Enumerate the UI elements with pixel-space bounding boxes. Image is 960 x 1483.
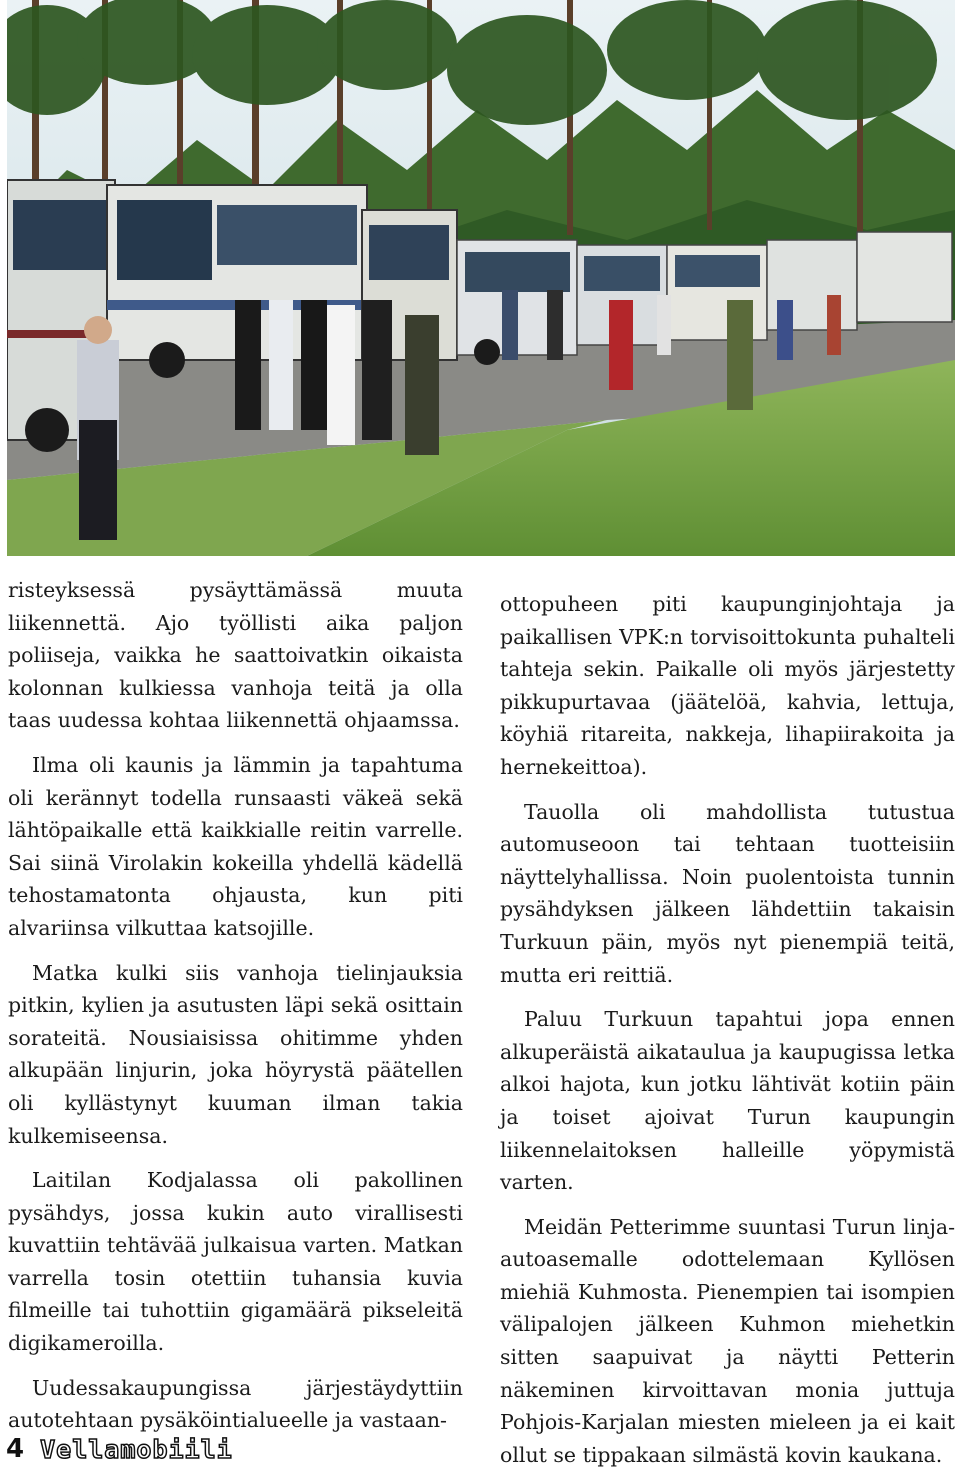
paragraph: Uudessakaupungissa järjestäydyttiin autotehtaan pysäköintialueelle ja vastaan-	[8, 1375, 463, 1433]
paragraph: ottopuheen piti kaupunginjohtaja ja paikallisen VPK:n torvisoittokunta puhalteli tahteja sekin. Paikalle oli myös järjestetty pikkupurtavaa (jäätelöä, kahvia, lettuja, köyhiä ritareita, nakkeja, lihapiirakoita ja hernekeittoa).	[500, 592, 955, 779]
article-photo	[7, 0, 955, 556]
paragraph: Matka kulki siis vanhoja tielinjauksia pitkin, kylien ja asutusten läpi sekä osittain sorateitä. Nousiaisissa ohitimme yhden alkupään linjurin, joka höyrystä päätellen oli kyllästynyt kuuman ilman takia kulkemiseensa.	[8, 960, 463, 1148]
paragraph: risteyksessä pysäyttämässä muuta liikennettä. Ajo työllisti aika paljon poliiseja, vaikka he saattoivatkin oikaista kolonnan kulkiessa vanhoja teitä ja olla taas uudessa kohtaa liikennettä ohjaamssa.	[8, 578, 463, 733]
paragraph: Meidän Petterimme suuntasi Turun linja-autoasemalle odottelemaan Kyllösen miehiä Kuhmosta. Pienempien tai isompien välipalojen jälkeen Kuhmon miehetkin sitten saapuivat ja näytti Petterin näkeminen kirvoittavan monia juttuja Pohjois-Karjalan miesten mieleen ja ei kait ollut se tippakaan silmästä kovin kaukana.	[500, 1214, 955, 1467]
page-number: 4	[6, 1434, 25, 1464]
paragraph: Paluu Turkuun tapahtui jopa ennen alkuperäistä aikataulua ja kaupugissa letka alkoi hajota, kun jotku lähtivät kotiin päin ja toiset ajoivat Turun kaupungin liikennelaitoksen halleille yöpymistä varten.	[500, 1007, 955, 1195]
page-footer	[6, 1430, 233, 1468]
paragraph: Laitilan Kodjalassa oli pakollinen pysähdys, jossa kukin auto virallisesti kuvattiin tehtävää julkaisua varten. Matkan varrella tosin otettiin tuhansia kuvia filmeille tai tuhottiin gigamäärä pikseleitä digikameroilla.	[8, 1168, 463, 1356]
paragraph: Tauolla oli mahdollista tutustua automuseoon tai tehtaan tuotteisiin näyttelyhallissa. Noin puolentoista tunnin pysähdyksen jälkeen lähdettiin takaisin Turkuun päin, myös nyt pienempiä teitä, mutta eri reittiä.	[500, 799, 955, 987]
magazine-name: Vellamobiili	[40, 1434, 233, 1464]
paragraph: Ilma oli kaunis ja lämmin ja tapahtuma oli kerännyt todella runsaasti väkeä sekä lähtöpaikalle että kaikkialle reitin varrelle. Sai siinä Virolakin kokeilla yhdellä kädellä tehostamatonta ohjausta, kun piti alvariinsa vilkuttaa katsojille.	[8, 752, 463, 940]
article-column-left	[8, 574, 463, 1449]
bus-convoy-photo	[7, 0, 955, 556]
article-column-right	[500, 588, 955, 1483]
